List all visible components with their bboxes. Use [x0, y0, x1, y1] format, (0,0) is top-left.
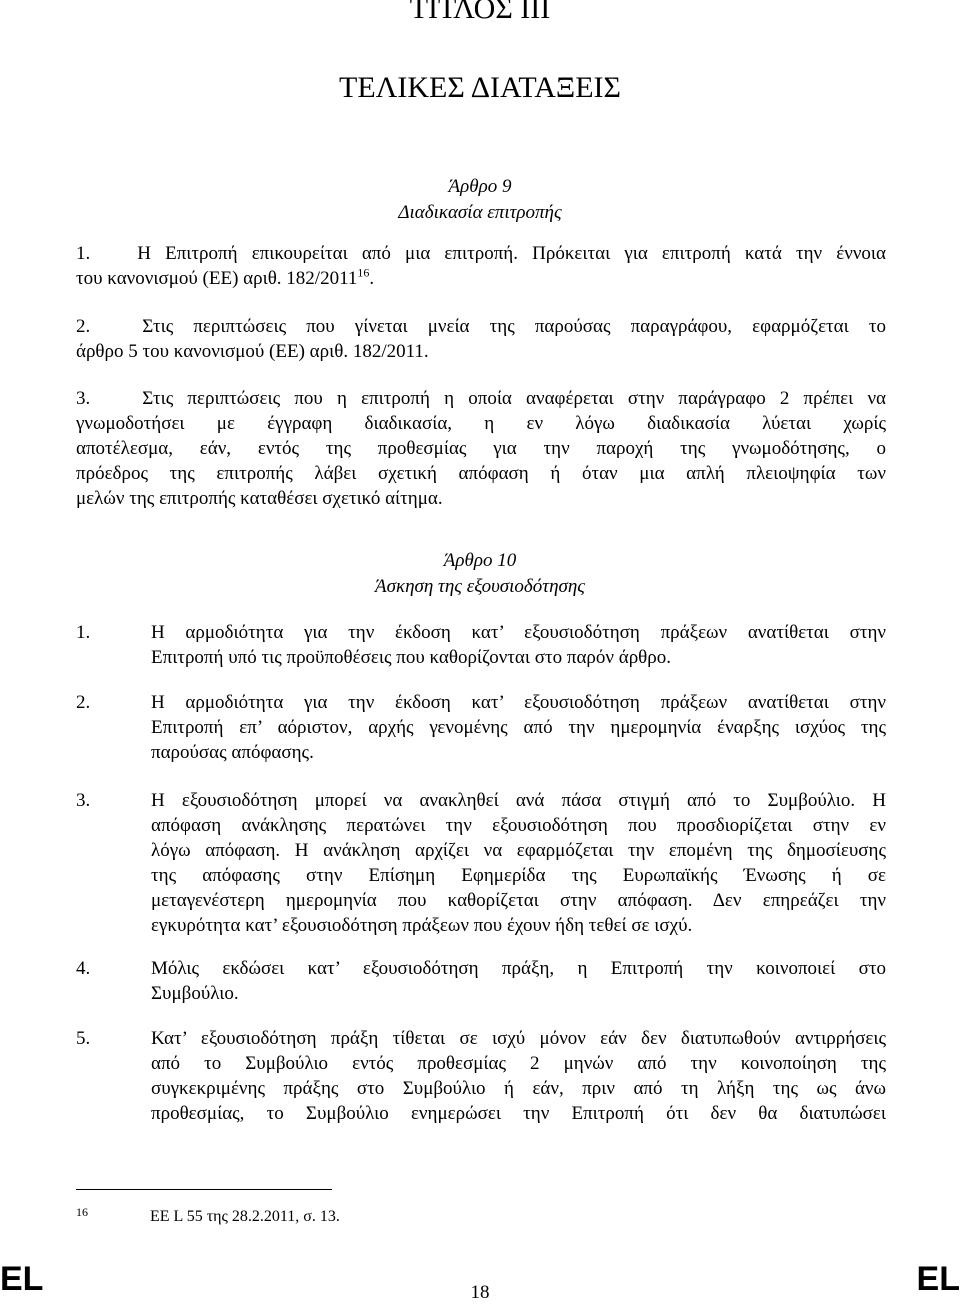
- footnote-number: 16: [76, 1205, 88, 1219]
- article-9-paragraph-1: 1. Η Επιτροπή επικουρείται από μια επιτροπή. Πρόκειται για επιτροπή κατά την έννοια του κανονισμού (ΕΕ) αριθ. 182/2011$^{16}$.: [76, 243, 886, 289]
- paragraph-text: Η εξουσιοδότηση μπορεί να ανακληθεί ανά πάσα στιγμή από το Συμβούλιο. Η: [151, 790, 886, 811]
- paragraph-text: από το Συμβούλιο εντός προθεσμίας 2 μηνών από την κοινοποίηση της: [151, 1053, 886, 1074]
- paragraph-text: Επιτροπή υπό τις προϋποθέσεις που καθορίζονται στο παρόν άρθρο.: [151, 647, 672, 668]
- document-title: ΤΙΤΛΟΣ ΙΙΙ: [409, 0, 551, 25]
- footnote-text: ΕΕ L 55 της 28.2.2011, σ. 13.: [150, 1208, 340, 1225]
- article-9-heading: Άρθρο 9: [448, 176, 512, 197]
- paragraph-text: μελών της επιτροπής καταθέσει σχετικό αίτημα.: [76, 488, 443, 509]
- paragraph-text: συγκεκριμένης πράξης στο Συμβούλιο ή εάν, πριν από τη λήξη της ως άνω: [151, 1078, 886, 1099]
- paragraph-number: 2.: [76, 692, 91, 713]
- language-code-left: EL: [0, 1260, 44, 1298]
- paragraph-text: μεταγενέστερη ημερομηνία που καθορίζεται στην απόφαση. Δεν επηρεάζει την: [151, 890, 886, 911]
- paragraph-text: λόγω απόφαση. Η ανάκληση αρχίζει να εφαρμόζεται την επομένη της δημοσίευσης: [151, 840, 886, 861]
- article-10-paragraph-3: [76, 788, 886, 938]
- language-code-right: EL: [916, 1260, 960, 1298]
- article-10-paragraph-5: [76, 1026, 886, 1126]
- article-10-subheading: Άσκηση της εξουσιοδότησης: [374, 576, 585, 597]
- paragraph-number: 5.: [76, 1028, 91, 1049]
- paragraph-number: 2.: [76, 316, 91, 337]
- paragraph-text: πρόεδρος της επιτροπής λάβει σχετική απόφαση ή όταν μια απλή πλειοψηφία των: [76, 463, 886, 484]
- footnote-reference[interactable]: 16: [357, 265, 370, 280]
- paragraph-text: Η Επιτροπή επικουρείται από μια επιτροπή. Πρόκειται για επιτροπή κατά την έννοια: [137, 243, 886, 264]
- paragraph-text: Στις περιπτώσεις που η επιτροπή η οποία αναφέρεται στην παράγραφο 2 πρέπει να: [142, 388, 886, 409]
- paragraph-text: αποτέλεσμα, εάν, εντός της προθεσμίας για την παροχή της γνωμοδότησης, ο: [76, 438, 886, 459]
- paragraph-number: 3.: [76, 388, 91, 409]
- paragraph-text: παρούσας απόφασης.: [151, 742, 314, 763]
- article-10-paragraph-1: [76, 620, 886, 670]
- article-9-paragraph-3: [76, 386, 886, 511]
- paragraph-number: 4.: [76, 958, 91, 979]
- article-9-subheading: Διαδικασία επιτροπής: [398, 202, 562, 223]
- paragraph-text: Συμβούλιο.: [151, 983, 239, 1004]
- paragraph-text: Η αρμοδιότητα για την έκδοση κατ’ εξουσιοδότηση πράξεων ανατίθεται στην: [151, 622, 886, 643]
- footnote-separator: [76, 1189, 332, 1190]
- article-9-heading-block: [0, 174, 960, 226]
- paragraph-text: Μόλις εκδώσει κατ’ εξουσιοδότηση πράξη, η Επιτροπή την κοινοποιεί στο: [151, 958, 886, 979]
- paragraph-number: 1.: [76, 622, 91, 643]
- page-number: 18: [470, 1282, 490, 1303]
- article-10-heading: Άρθρο 10: [443, 550, 517, 571]
- article-10-paragraph-4: [76, 956, 886, 1006]
- paragraph-text: απόφαση ανάκλησης περατώνει την εξουσιοδότηση που προσδιορίζεται στην εν: [151, 815, 886, 836]
- paragraph-text: Στις περιπτώσεις που γίνεται μνεία της παρούσας παραγράφου, εφαρμόζεται το: [142, 316, 886, 337]
- paragraph-text: εγκυρότητα κατ’ εξουσιοδότηση πράξεων που έχουν ήδη τεθεί σε ισχύ.: [151, 915, 693, 936]
- paragraph-text: γνωμοδοτήσει με έγγραφη διαδικασία, η εν λόγω διαδικασία λύεται χωρίς: [76, 413, 886, 434]
- paragraph-text: Η αρμοδιότητα για την έκδοση κατ’ εξουσιοδότηση πράξεων ανατίθεται στην: [151, 692, 886, 713]
- article-9-paragraph-2: [76, 314, 886, 364]
- paragraph-text: της απόφασης στην Επίσημη Εφημερίδα της Ευρωπαϊκής Ένωσης ή σε: [151, 865, 886, 886]
- paragraph-text: του κανονισμού (ΕΕ) αριθ. 182/2011: [76, 268, 358, 289]
- paragraph-text: προθεσμίας, το Συμβούλιο ενημερώσει την Επιτροπή ότι δεν θα διατυπώσει: [151, 1103, 886, 1124]
- paragraph-text: Επιτροπή επ’ αόριστον, αρχής γενομένης από την ημερομηνία έναρξης ισχύος της: [151, 717, 886, 738]
- paragraph-text: Κατ’ εξουσιοδότηση πράξη τίθεται σε ισχύ μόνον εάν δεν διατυπωθούν αντιρρήσεις: [151, 1028, 886, 1049]
- paragraph-number: 1.: [76, 243, 91, 264]
- article-10-paragraph-2: [76, 690, 886, 765]
- document-subtitle: ΤΕΛΙΚΕΣ ΔΙΑΤΑΞΕΙΣ: [339, 71, 621, 104]
- article-10-heading-block: [0, 548, 960, 600]
- paragraph-number: 3.: [76, 790, 91, 811]
- paragraph-text: άρθρο 5 του κανονισμού (ΕΕ) αριθ. 182/2011.: [76, 341, 429, 362]
